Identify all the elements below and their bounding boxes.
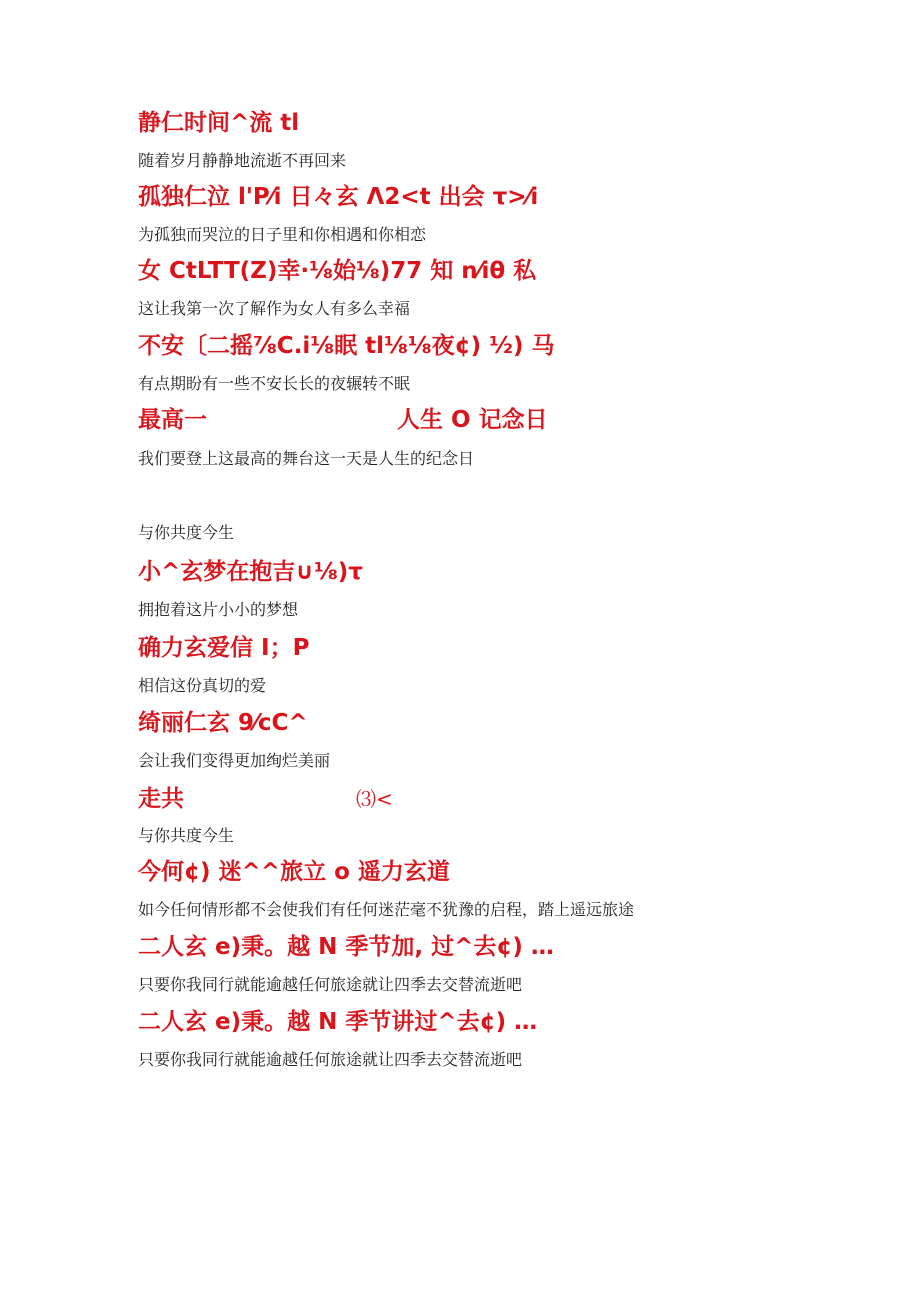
- chinese-line-9: 会让我们变得更加绚烂美丽: [138, 751, 331, 770]
- japanese-line-1: 静仁时间^流 tl: [138, 110, 300, 136]
- japanese-line-8: 绮丽仁玄 9⁄cC^: [138, 710, 308, 736]
- japanese-line-3: 女 CtLTT(Z)幸·⅛始⅛)77 知 n⁄iθ 私: [138, 258, 537, 284]
- japanese-line-10: 今何¢) 迷^^旅立 o 遥力玄道: [138, 859, 450, 885]
- japanese-line-2: 孤独仁泣 l'P⁄i 日々玄 Λ2<t 出会 τ>⁄i: [138, 184, 539, 210]
- chinese-line-13: 只要你我同行就能逾越任何旅途就让四季去交替流逝吧: [138, 1050, 523, 1069]
- chinese-line-10: 与你共度今生: [138, 826, 235, 845]
- chinese-line-12: 只要你我同行就能逾越任何旅途就让四季去交替流逝吧: [138, 975, 523, 994]
- japanese-line-12: 二人玄 e)秉。越 N 季节讲过^去¢) …: [138, 1009, 538, 1035]
- chinese-line-8: 相信这份真切的爱: [138, 676, 267, 695]
- japanese-line-7: 确力玄爱信 I；P: [138, 635, 310, 661]
- japanese-line-9-end: ⑶<: [356, 787, 393, 811]
- chinese-line-7: 拥抱着这片小小的梦想: [138, 600, 299, 619]
- japanese-line-5-end: 人生 O 记念日: [397, 407, 548, 433]
- chinese-line-6: 与你共度今生: [138, 523, 235, 542]
- japanese-line-9-start: 走共: [138, 786, 184, 812]
- chinese-line-4: 有点期盼有一些不安长长的夜辗转不眠: [138, 374, 411, 393]
- japanese-line-5-start: 最高一: [138, 407, 207, 433]
- chinese-line-1: 随着岁月静静地流逝不再回来: [138, 151, 347, 170]
- chinese-line-2: 为孤独而哭泣的日子里和你相遇和你相恋: [138, 225, 427, 244]
- japanese-line-5: [138, 405, 548, 435]
- japanese-line-11: 二人玄 e)秉。越 N 季节加, 过^去¢) …: [138, 934, 554, 960]
- chinese-line-3: 这让我第一次了解作为女人有多么幸福: [138, 299, 411, 318]
- chinese-line-5: 我们要登上这最高的舞台这一天是人生的纪念日: [138, 449, 475, 468]
- japanese-line-6: 小^玄梦在抱吉∪⅛)τ: [138, 559, 363, 585]
- chinese-line-11: 如今任何情形都不会使我们有任何迷茫毫不犹豫的启程，踏上遥远旅途: [138, 900, 635, 919]
- japanese-line-4: 不安〔二摇⅞C.i⅛眠 tl⅛⅛夜¢) ½) 马: [138, 333, 555, 359]
- japanese-line-9: [138, 784, 393, 814]
